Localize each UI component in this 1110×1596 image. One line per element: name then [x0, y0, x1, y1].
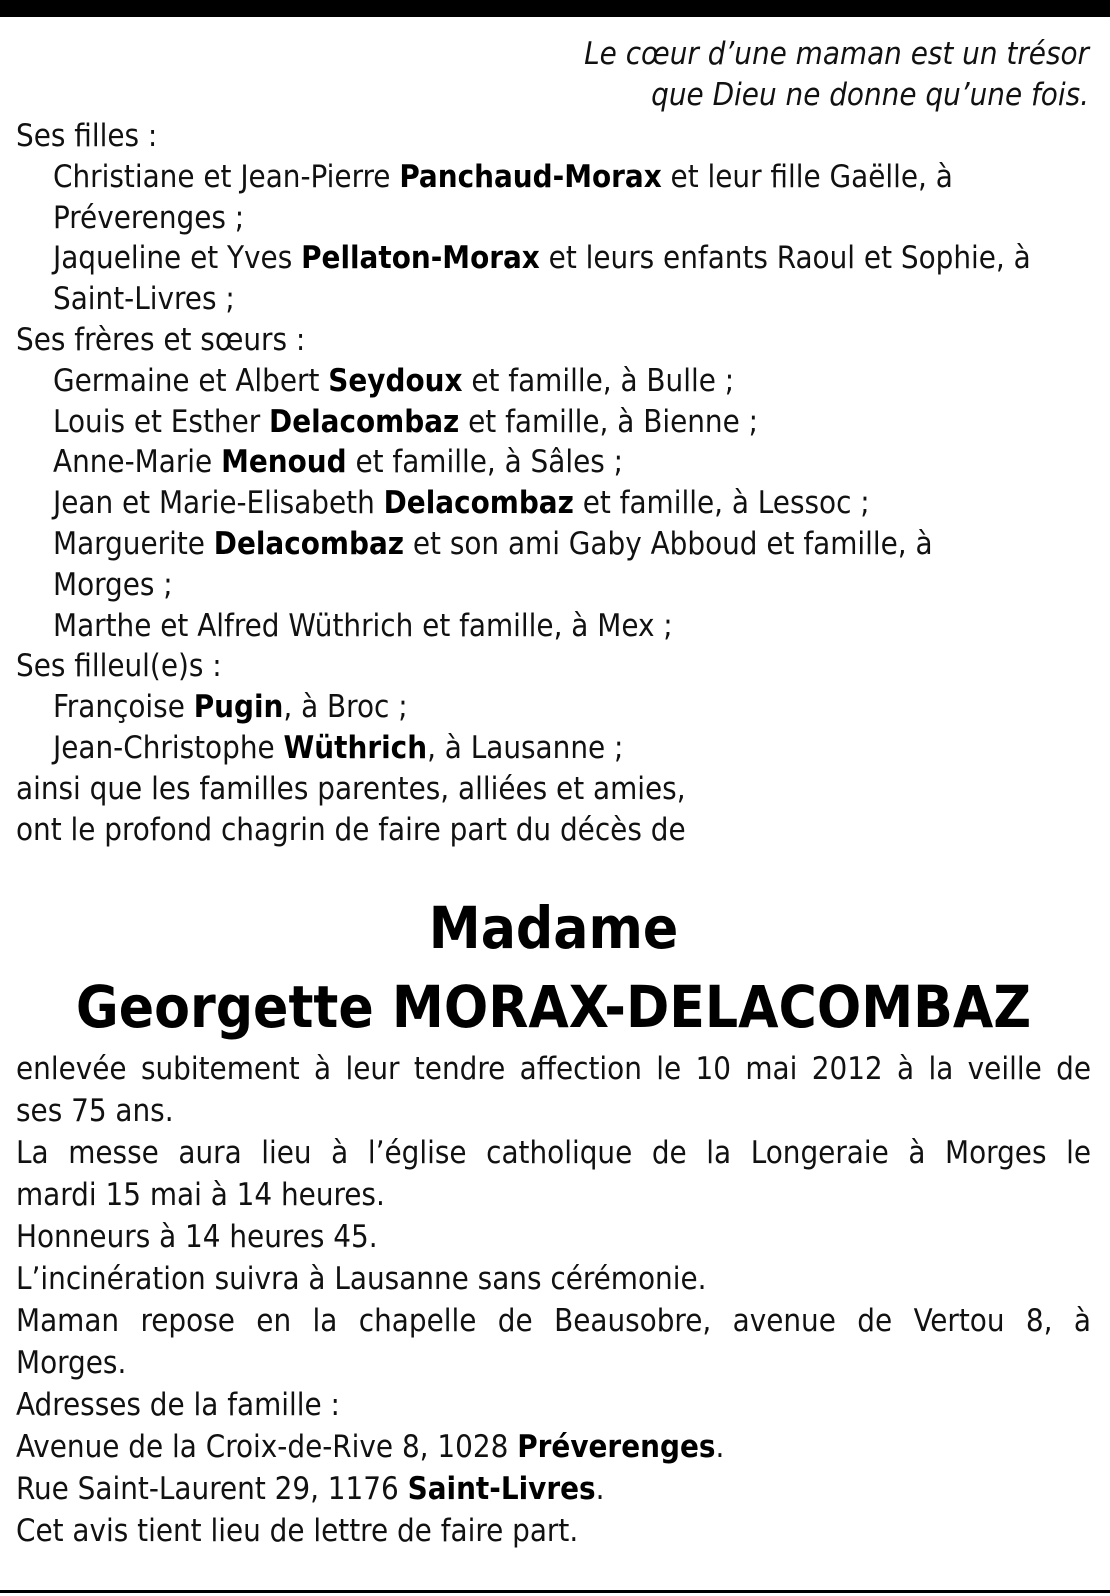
closing-line: ont le profond chagrin de faire part du décès de: [16, 811, 686, 848]
family-entry: Marguerite Delacombaz et son ami Gaby Abboud et famille, à: [53, 525, 933, 562]
family-surname: Wüthrich: [283, 729, 428, 766]
family-entry: Germaine et Albert Seydoux et famille, à Bulle ;: [53, 362, 735, 399]
daughters-heading: Ses filles :: [16, 118, 158, 154]
obituary-notice: [16, 34, 1091, 1552]
family-surname: Delacombaz: [213, 525, 405, 562]
family-entry: Christiane et Jean-Pierre Panchaud-Morax et leur fille Gaëlle, à: [53, 158, 953, 195]
family-surname: Seydoux: [328, 362, 463, 399]
family-entry-continuation: Morges ;: [53, 566, 173, 603]
honours-info: Honneurs à 14 heures 45.: [16, 1219, 378, 1256]
deceased-title: Madame: [428, 894, 679, 963]
godchildren-heading: Ses filleul(e)s :: [16, 648, 222, 685]
mass-info: La messe aura lieu à l’église catholique de la Longeraie à Morges le: [16, 1135, 1091, 1172]
family-surname: Pellaton-Morax: [301, 240, 540, 277]
family-entry: Jaqueline et Yves Pellaton-Morax et leurs enfants Raoul et Sophie, à: [53, 240, 1031, 277]
family-surname: Menoud: [221, 444, 347, 481]
family-address: Rue Saint-Laurent 29, 1176 Saint-Livres.: [16, 1471, 605, 1508]
address-locality: Préverenges: [517, 1429, 716, 1466]
family-entry: Jean-Christophe Wüthrich, à Lausanne ;: [53, 729, 624, 766]
epigraph-line: Le cœur d’une maman est un trésor: [584, 36, 1089, 72]
deceased-name: Georgette MORAX-DELACOMBAZ: [75, 973, 1032, 1042]
bottom-border: [0, 1590, 1110, 1593]
cremation-info: L’incinération suivra à Lausanne sans cérémonie.: [16, 1261, 707, 1298]
top-border: [0, 0, 1110, 17]
closing-line: ainsi que les familles parentes, alliées et amies,: [16, 770, 686, 807]
family-surname: Delacombaz: [383, 485, 574, 522]
epigraph-line: que Dieu ne donne qu’une fois.: [651, 77, 1089, 113]
family-entry: Jean et Marie-Elisabeth Delacombaz et famille, à Lessoc ;: [53, 485, 870, 522]
chapel-info: Morges.: [16, 1345, 127, 1382]
family-entry: Marthe et Alfred Wüthrich et famille, à Mex ;: [53, 607, 673, 644]
family-entry: Françoise Pugin, à Broc ;: [53, 689, 408, 726]
mass-info: mardi 15 mai à 14 heures.: [16, 1177, 385, 1214]
family-surname: Pugin: [193, 689, 284, 726]
details-text: ses 75 ans.: [16, 1093, 174, 1130]
family-surname: Delacombaz: [269, 403, 460, 440]
family-entry-continuation: Préverenges ;: [53, 199, 245, 236]
family-address: Avenue de la Croix-de-Rive 8, 1028 Préverenges.: [16, 1429, 725, 1466]
family-entry: Louis et Esther Delacombaz et famille, à Bienne ;: [53, 403, 759, 440]
family-surname: Panchaud-Morax: [399, 158, 662, 195]
family-entry: Anne-Marie Menoud et famille, à Sâles ;: [53, 444, 624, 481]
address-locality: Saint-Livres: [407, 1471, 596, 1508]
epigraph: [16, 34, 1091, 116]
family-entry-continuation: Saint-Livres ;: [53, 281, 235, 318]
details-text: enlevée subitement à leur tendre affection le 10 mai 2012 à la veille de: [16, 1051, 1091, 1088]
siblings-heading: Ses frères et sœurs :: [16, 321, 306, 358]
addresses-heading: Adresses de la famille :: [16, 1387, 340, 1424]
notice-footer: Cet avis tient lieu de lettre de faire part.: [16, 1513, 579, 1550]
chapel-info: Maman repose en la chapelle de Beausobre, avenue de Vertou 8, à: [16, 1303, 1091, 1340]
